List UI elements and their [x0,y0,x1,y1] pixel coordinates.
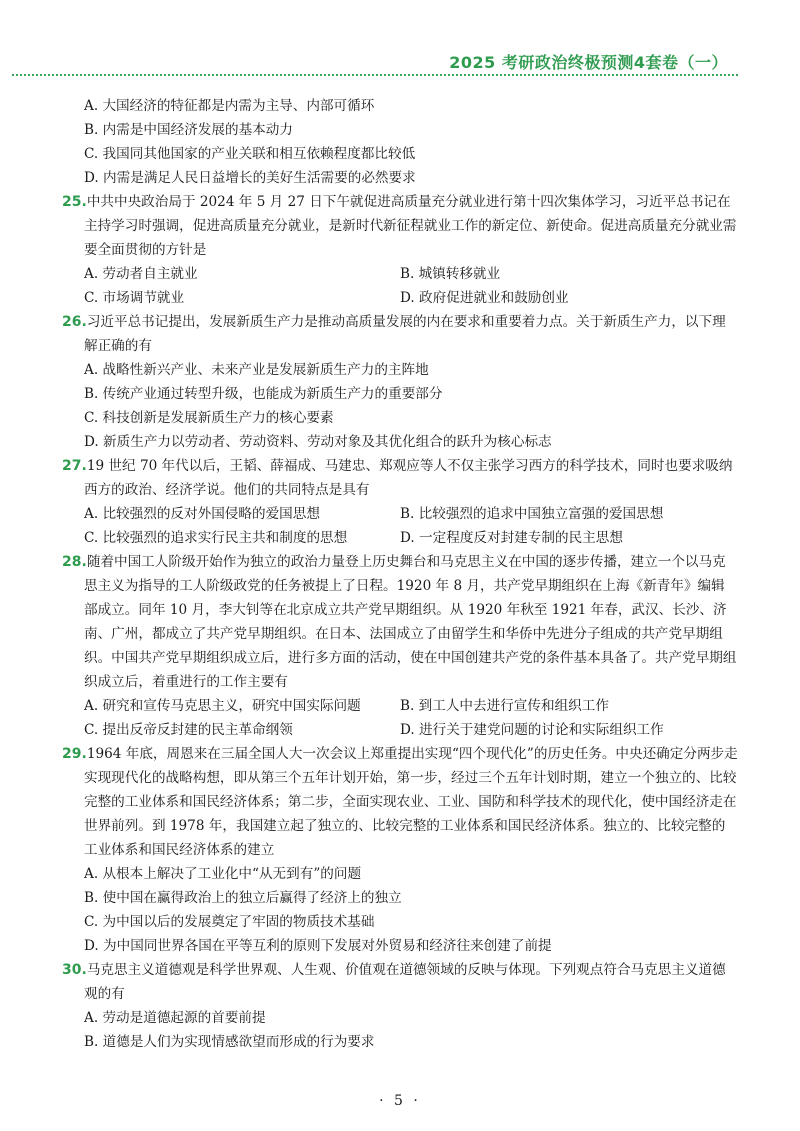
carryover-options [62,94,738,190]
question-30 [62,958,738,1054]
question-number: 26. [62,314,87,330]
option-b: B. 道德是人们为实现情感欲望而形成的行为要求 [84,1034,375,1050]
question-28 [62,550,738,742]
option-d: D. 进行关于建党问题的讨论和实际组织工作 [400,722,664,738]
option-c: C. 比较强烈的追求实行民主共和制度的思想 [84,530,348,546]
page-content [62,94,738,1054]
question-number: 29. [62,746,87,762]
question-number: 27. [62,458,87,474]
question-text: 习近平总书记提出，发展新质生产力是推动高质量发展的内在要求和重要着力点。关于新质生产力，以下理解正确的有 [84,314,726,354]
option-a: A. 从根本上解决了工业化中“从无到有”的问题 [84,866,362,882]
option-a: A. 比较强烈的反对外国侵略的爱国思想 [84,506,320,522]
option-a: A. 研究和宣传马克思主义，研究中国实际问题 [84,698,361,714]
question-number: 25. [62,194,87,210]
question-stem [62,454,738,502]
question-number: 30. [62,962,87,978]
option-b: B. 城镇转移就业 [400,266,501,282]
option-a: A. 大国经济的特征都是内需为主导、内部可循环 [84,98,375,114]
option-d: D. 内需是满足人民日益增长的美好生活需要的必然要求 [84,170,416,186]
question-stem [62,550,738,694]
option-a: A. 战略性新兴产业、未来产业是发展新质生产力的主阵地 [84,362,429,378]
option-b: B. 传统产业通过转型升级，也能成为新质生产力的重要部分 [84,386,443,402]
question-29 [62,742,738,958]
header-divider [12,74,738,76]
option-a: A. 劳动是道德起源的首要前提 [84,1010,266,1026]
question-text: 1964 年底，周恩来在三届全国人大一次会议上郑重提出实现“四个现代化”的历史任务。中央还确定分两步走实现现代化的战略构想，即从第三个五年计划开始，第一步，经过三个五年计划时期，建立一个独立的、比较完整的工业体系和国民经济体系；第二步，全面实现农业、工业、国防和科学技术的现代化，使中国经济走在世界前列。到 1978 年，我国建立起了独立的、比较完整的工业体系和国民经济体系。独立的、比较完整的工业体系和国民经济体系的建立 [84,746,738,858]
option-d: D. 一定程度反对封建专制的民主思想 [400,530,623,546]
option-c: C. 为中国以后的发展奠定了牢固的物质技术基础 [84,914,375,930]
option-b: B. 使中国在赢得政治上的独立后赢得了经济上的独立 [84,890,402,906]
page-number: · 5 · [379,1093,421,1109]
question-stem [62,742,738,862]
option-c: C. 科技创新是发展新质生产力的核心要素 [84,410,334,426]
option-c: C. 提出反帝反封建的民主革命纲领 [84,722,293,738]
question-text: 19 世纪 70 年代以后，王韬、薛福成、马建忠、郑观应等人不仅主张学习西方的科学技术，同时也要求吸纳西方的政治、经济学说。他们的共同特点是具有 [84,458,733,498]
question-stem [62,310,738,358]
option-d: D. 政府促进就业和鼓励创业 [400,290,569,306]
option-c: C. 市场调节就业 [84,290,185,306]
option-d: D. 新质生产力以劳动者、劳动资料、劳动对象及其优化组合的跃升为核心标志 [84,434,552,450]
question-number: 28. [62,554,87,570]
question-25 [62,190,738,310]
option-b: B. 内需是中国经济发展的基本动力 [84,122,293,138]
question-26 [62,310,738,454]
exam-title: 2025 考研政治终极预测4套卷（一） [449,53,728,72]
option-c: C. 我国同其他国家的产业关联和相互依赖程度都比较低 [84,146,416,162]
question-text: 随着中国工人阶级开始作为独立的政治力量登上历史舞台和马克思主义在中国的逐步传播，建立一个以马克思主义为指导的工人阶级政党的任务被提上了日程。1920 年 8 月，共产党早期组织在上海《新青年》编辑部成立。同年 10 月，李大钊等在北京成立共产党早期组织。从 1920 年秋至 1921 年春，武汉、长沙、济南、广州，都成立了共产党早期组织。在日本、法国成立了由留学生和华侨中先进分子组成的共产党早期组织。中国共产党早期组织成立后，进行多方面的活动，使在中国创建共产党的条件基本具备了。共产党早期组织成立后，着重进行的工作主要有 [84,554,737,690]
question-stem [62,958,738,1006]
question-text: 马克思主义道德观是科学世界观、人生观、价值观在道德领域的反映与体现。下列观点符合马克思主义道德观的有 [84,962,726,1002]
question-27 [62,454,738,550]
option-d: D. 为中国同世界各国在平等互利的原则下发展对外贸易和经济往来创建了前提 [84,938,552,954]
option-b: B. 比较强烈的追求中国独立富强的爱国思想 [400,506,664,522]
question-text: 中共中央政治局于 2024 年 5 月 27 日下午就促进高质量充分就业进行第十四次集体学习，习近平总书记在主持学习时强调，促进高质量充分就业，是新时代新征程就业工作的新定位、新使命。促进高质量充分就业需要全面贯彻的方针是 [84,194,737,258]
question-stem [62,190,738,262]
option-b: B. 到工人中去进行宣传和组织工作 [400,698,609,714]
option-a: A. 劳动者自主就业 [84,266,198,282]
